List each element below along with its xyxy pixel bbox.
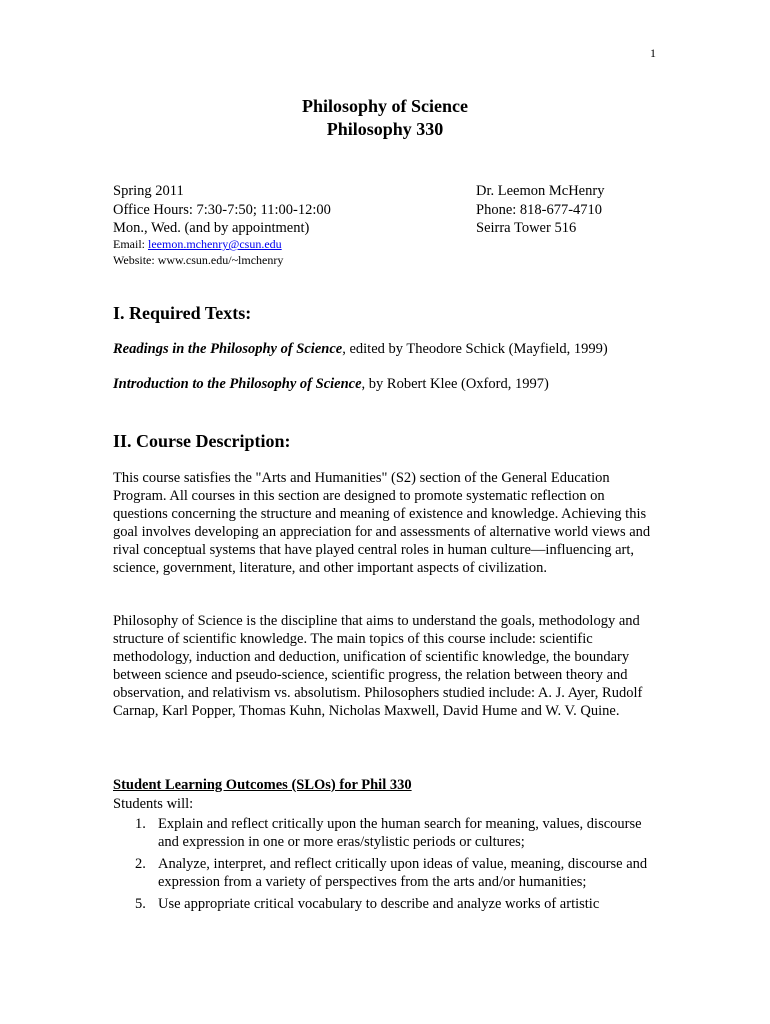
description-paragraph-2: Philosophy of Science is the discipline that aims to understand the goals, methodology and structure of scientific knowledge. The main topics of this course include: scientific methodology, induction and deduction, unification of scientific knowledge, the boundary between science and pseudo-science, scientific progress, the relation between theory and observation, and relativism vs. absolutism. Philosophers studied include: A. J. Ayer, Rudolf Carnap, Karl Popper, Thomas Kuhn, Nicholas Maxwell, David Hume and W. V. Quine. <box>113 613 643 719</box>
slo-number: 1. <box>135 816 146 832</box>
slo-text: Analyze, interpret, and reflect critically upon ideas of value, meaning, discourse and expression from a variety of perspectives from the arts and/or humanities; <box>158 856 648 890</box>
slo-item <box>135 815 655 851</box>
course-title: Philosophy of Science <box>301 96 468 116</box>
slo-item <box>135 855 655 891</box>
slo-text: Use appropriate critical vocabulary to describe and analyze works of artistic <box>158 896 600 912</box>
website-line: Website: www.csun.edu/~lmchenry <box>113 253 284 267</box>
required-text-1-title: Readings in the Philosophy of Science <box>113 341 343 357</box>
instructor-phone: Phone: 818-677-4710 <box>476 201 603 218</box>
slo-heading: Student Learning Outcomes (SLOs) for Phil 330 <box>113 777 412 793</box>
slo-number: 2. <box>135 856 146 872</box>
office-days: Mon., Wed. (and by appointment) <box>113 220 310 236</box>
required-text-2 <box>113 376 549 393</box>
required-text-1-details: , edited by Theodore Schick (Mayfield, 1999) <box>342 341 608 357</box>
term: Spring 2011 <box>113 183 184 199</box>
slo-intro: Students will: <box>113 796 194 812</box>
course-number: Philosophy 330 <box>326 119 444 139</box>
required-text-2-details: , by Robert Klee (Oxford, 1997) <box>361 376 549 392</box>
email-label: Email: <box>113 237 148 251</box>
email-line <box>113 236 282 252</box>
required-text-2-title: Introduction to the Philosophy of Science <box>113 376 362 392</box>
slo-number: 5. <box>135 896 146 912</box>
required-text-1 <box>113 341 608 358</box>
slo-text: Explain and reflect critically upon the human search for meaning, values, discourse and expression in one or more eras/stylistic periods or cultures; <box>158 816 642 850</box>
email-link[interactable]: leemon.mchenry@csun.edu <box>148 237 282 251</box>
office-hours: Office Hours: 7:30-7:50; 11:00-12:00 <box>113 201 331 218</box>
slo-item <box>135 895 655 913</box>
course-description-heading: II. Course Description: <box>113 431 291 451</box>
instructor-name: Dr. Leemon McHenry <box>476 183 605 199</box>
page-number: 1 <box>650 46 656 60</box>
term-info-block <box>113 182 331 238</box>
required-texts-heading: I. Required Texts: <box>113 303 252 323</box>
instructor-info-block <box>476 182 604 238</box>
slo-list <box>135 815 655 917</box>
description-paragraph-1: This course satisfies the "Arts and Humanities" (S2) section of the General Education Program. All courses in this section are designed to promote systematic reflection on questions concerning the structure and meaning of existence and knowledge. Achieving this goal involves developing an appreciation for and assessments of alternative world views and rival conceptual systems that have played central roles in human culture—influencing art, science, government, literature, and other important aspects of civilization. <box>113 470 651 576</box>
instructor-office: Seirra Tower 516 <box>476 220 577 236</box>
